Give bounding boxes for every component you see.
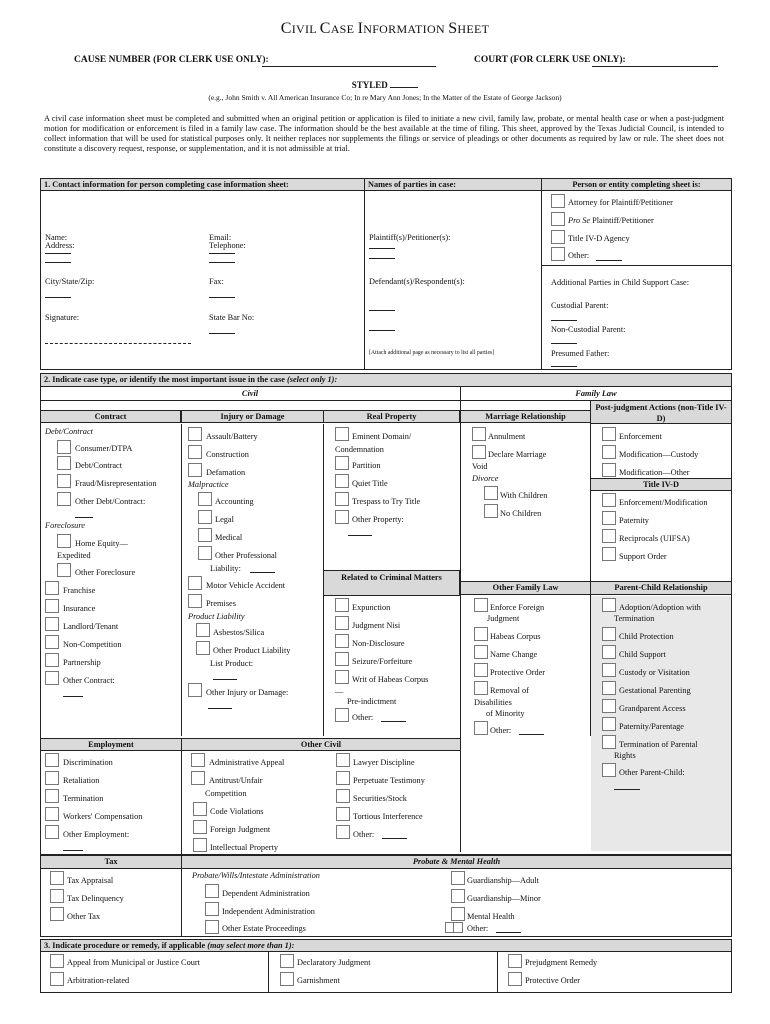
perpetuate-checkbox[interactable] <box>336 771 350 785</box>
child-support-label: Child Support <box>619 650 666 659</box>
securities-checkbox[interactable] <box>336 789 350 803</box>
other-injury-field[interactable] <box>208 708 232 709</box>
intro-paragraph: A civil case information sheet must be completed and submitted when an original petition or application is filed to initiate a new civil, family law, probate, or mental health case or when a post-judgment motion for modification or enforcement is filed in a family law case. The information should be the best available at the time of filing. This sheet, approved by the Texas Judicial Council, is intended to collect information that will be used for statistical purposes only. It neither replaces nor supplements the filings or service of pleadings or other documents as required by law or rule. The sheet does not constitute a discovery request, response, or supplementation, and it is not admissible at trial. <box>44 114 724 153</box>
removal-label: Removal of <box>490 686 529 695</box>
quiet-title-checkbox[interactable] <box>335 474 349 488</box>
other-parent-child-field[interactable] <box>614 789 640 790</box>
non-disclosure-checkbox[interactable] <box>335 634 349 648</box>
termination-emp-checkbox[interactable] <box>45 789 59 803</box>
removal-checkbox[interactable] <box>474 681 488 695</box>
other-probate-label: Other: <box>467 924 489 933</box>
franchise-checkbox[interactable] <box>45 581 59 595</box>
court-field[interactable] <box>592 66 718 67</box>
signature-field[interactable] <box>45 343 191 344</box>
other-person-field[interactable] <box>596 260 622 261</box>
declare-void-checkbox[interactable] <box>472 445 486 459</box>
medical-label: Medical <box>215 533 243 542</box>
seizure-label: Seizure/Forfeiture <box>352 657 413 666</box>
other-injury-label: Other Injury or Damage: <box>206 688 289 697</box>
eminent-domain-label: Eminent Domain/ <box>352 432 412 441</box>
other-family-header: Other Family Law <box>460 581 591 595</box>
tax-delinquency-checkbox[interactable] <box>50 889 64 903</box>
city-field[interactable] <box>45 297 71 298</box>
workers-comp-label: Workers' Compensation <box>63 812 143 821</box>
appeal-label: Appeal from Municipal or Justice Court <box>67 958 200 967</box>
section-2-header: 2. Indicate case type, or identify the most important issue in the case (select only 1): <box>40 373 732 387</box>
employment-header: Employment <box>40 738 182 751</box>
parent-child-header: Parent-Child Relationship <box>590 581 732 595</box>
accounting-label: Accounting <box>215 497 254 506</box>
person-completing-header: Person or entity completing sheet is: <box>541 178 732 191</box>
consumer-dtpa-checkbox[interactable] <box>57 440 71 454</box>
foreign-judgment-checkbox[interactable] <box>193 820 207 834</box>
lawyer-discipline-label: Lawyer Discipline <box>353 758 415 767</box>
judgment-label: Judgment <box>487 614 520 623</box>
adoption-label: Adoption/Adoption with <box>619 603 701 612</box>
other-family-checkbox[interactable] <box>474 721 488 735</box>
perpetuate-label: Perpetuate Testimony <box>353 776 425 785</box>
styled-example: (e.g., John Smith v. All American Insurance Co; In re Mary Ann Jones; In the Matter of the Estate of George Jackson) <box>208 93 562 102</box>
with-children-label: With Children <box>500 491 548 500</box>
other-civil-header: Other Civil <box>181 738 461 751</box>
motor-vehicle-checkbox[interactable] <box>188 576 202 590</box>
child-protection-checkbox[interactable] <box>602 627 616 641</box>
disabilities-label: Disabilities <box>474 698 512 707</box>
defendant-label: Defendant(s)/Respondent(s): <box>369 277 465 286</box>
partnership-label: Partnership <box>63 658 101 667</box>
other-criminal-field[interactable] <box>381 721 406 722</box>
mental-health-checkbox[interactable] <box>451 907 465 921</box>
defamation-label: Defamation <box>206 468 246 477</box>
other-professional-checkbox[interactable] <box>198 546 212 560</box>
other-debt-field[interactable] <box>75 517 93 518</box>
other-criminal-label: Other: <box>352 713 374 722</box>
child-support-checkbox[interactable] <box>602 645 616 659</box>
pre-indictment-label: Pre-indictment <box>347 697 397 706</box>
noncustodial-label: Non-Custodial Parent: <box>551 325 626 334</box>
trespass-label: Trespass to Try Title <box>352 497 421 506</box>
landlord-label: Landlord/Tenant <box>63 622 119 631</box>
asbestos-label: Asbestos/Silica <box>213 628 265 637</box>
medical-checkbox[interactable] <box>198 528 212 542</box>
custodial-field[interactable] <box>551 320 577 321</box>
construction-label: Construction <box>206 450 249 459</box>
reciprocals-checkbox[interactable] <box>602 529 616 543</box>
franchise-label: Franchise <box>63 586 96 595</box>
plaintiff-label: Plaintiff(s)/Petitioner(s): <box>369 233 451 242</box>
admin-appeal-checkbox[interactable] <box>191 753 205 767</box>
premises-label: Premises <box>206 599 236 608</box>
arbitration-label: Arbitration-related <box>67 976 130 985</box>
court-label: COURT (FOR CLERK USE ONLY): <box>474 55 626 65</box>
fax-field[interactable] <box>209 297 235 298</box>
mental-health-label: Mental Health <box>467 912 515 921</box>
construction-checkbox[interactable] <box>188 445 202 459</box>
plaintiff-field-2[interactable] <box>369 258 395 259</box>
paternity-label: Paternity <box>619 516 649 525</box>
no-children-label: No Children <box>500 509 542 518</box>
gestational-label: Gestational Parenting <box>619 686 691 695</box>
accounting-checkbox[interactable] <box>198 492 212 506</box>
termination-emp-label: Termination <box>63 794 104 803</box>
intellectual-property-label: Intellectual Property <box>210 843 278 852</box>
other-estate-label: Other Estate Proceedings <box>222 924 306 933</box>
list-product-label: List Product: <box>210 659 254 668</box>
presumed-father-label: Presumed Father: <box>551 349 610 358</box>
other-employment-checkbox[interactable] <box>45 825 59 839</box>
paternity-parentage-label: Paternity/Parentage <box>619 722 684 731</box>
guardianship-adult-label: Guardianship—Adult <box>467 876 539 885</box>
attach-note: [Attach additional page as necessary to list all parties] <box>369 350 495 356</box>
securities-label: Securities/Stock <box>353 794 407 803</box>
admin-appeal-label: Administrative Appeal <box>209 758 285 767</box>
attorney-checkbox[interactable] <box>551 194 565 208</box>
civil-heading: Civil <box>241 389 259 398</box>
fax-label: Fax: <box>209 277 224 286</box>
habeas-corpus-checkbox[interactable] <box>474 627 488 641</box>
non-competition-checkbox[interactable] <box>45 635 59 649</box>
name-change-label: Name Change <box>490 650 538 659</box>
partition-checkbox[interactable] <box>335 456 349 470</box>
styled-label: STYLED <box>0 80 770 91</box>
non-competition-label: Non-Competition <box>63 640 122 649</box>
declare-void-label: Declare Marriage <box>488 450 547 459</box>
paternity-parentage-checkbox[interactable] <box>602 717 616 731</box>
discrimination-checkbox[interactable] <box>45 753 59 767</box>
support-order-checkbox[interactable] <box>602 547 616 561</box>
partition-label: Partition <box>352 461 381 470</box>
name-field[interactable] <box>45 253 71 254</box>
code-violations-label: Code Violations <box>210 807 264 816</box>
enforcement-checkbox[interactable] <box>602 427 616 441</box>
dependent-admin-label: Dependent Administration <box>222 889 310 898</box>
prejudgment-label: Prejudgment Remedy <box>525 958 598 967</box>
insurance-checkbox[interactable] <box>45 599 59 613</box>
non-disclosure-label: Non-Disclosure <box>352 639 405 648</box>
tortious-checkbox[interactable] <box>336 807 350 821</box>
pro-se-checkbox[interactable] <box>551 212 565 226</box>
presumed-father-field[interactable] <box>551 366 577 367</box>
mod-custody-checkbox[interactable] <box>602 445 616 459</box>
declaratory-label: Declaratory Judgment <box>297 958 371 967</box>
other-tax-checkbox[interactable] <box>50 907 64 921</box>
protective-order-label: Protective Order <box>490 668 546 677</box>
legal-label: Legal <box>215 515 234 524</box>
list-product-field[interactable] <box>213 679 237 680</box>
malpractice-sub: Malpractice <box>188 480 229 489</box>
mod-other-checkbox[interactable] <box>602 463 616 477</box>
cause-number-field[interactable] <box>262 66 436 67</box>
probate-header: Probate & Mental Health <box>181 855 732 869</box>
noncustodial-field[interactable] <box>551 343 577 344</box>
other-product-label: Other Product Liability <box>213 646 291 655</box>
other-person-checkbox[interactable] <box>551 247 565 261</box>
protective-order-checkbox[interactable] <box>474 663 488 677</box>
expunction-checkbox[interactable] <box>335 598 349 612</box>
appeal-checkbox[interactable] <box>50 954 64 968</box>
liability-field[interactable] <box>250 572 275 573</box>
guardianship-minor-checkbox[interactable] <box>451 889 465 903</box>
gestational-checkbox[interactable] <box>602 681 616 695</box>
cause-number-label: CAUSE NUMBER (FOR CLERK USE ONLY): <box>74 55 269 65</box>
other-product-checkbox[interactable] <box>196 641 210 655</box>
other-civil-label: Other: <box>353 830 375 839</box>
enforce-foreign-checkbox[interactable] <box>474 598 488 612</box>
address-field[interactable] <box>45 262 71 263</box>
protective-remedy-checkbox[interactable] <box>508 972 522 986</box>
expedited-label: Expedited <box>57 551 91 560</box>
grandparent-checkbox[interactable] <box>602 699 616 713</box>
child-protection-label: Child Protection <box>619 632 674 641</box>
other-employment-field[interactable] <box>63 850 83 851</box>
contract-header: Contract <box>40 410 181 423</box>
plaintiff-field-1[interactable] <box>369 248 395 249</box>
other-civil-checkbox[interactable] <box>336 825 350 839</box>
grandparent-label: Grandparent Access <box>619 704 686 713</box>
marriage-header: Marriage Relationship <box>460 410 591 423</box>
other-contract-label: Other Contract: <box>63 676 115 685</box>
pro-se-label: Pro Se Plaintiff/Petitioner <box>568 216 654 225</box>
term-parental-label: Termination of Parental <box>619 740 698 749</box>
foreign-judgment-label: Foreign Judgment <box>210 825 271 834</box>
antitrust-label: Antitrust/Unfair <box>209 776 263 785</box>
assault-checkbox[interactable] <box>188 427 202 441</box>
void-label: Void <box>472 462 488 471</box>
paternity-checkbox[interactable] <box>602 511 616 525</box>
telephone-field[interactable] <box>209 262 235 263</box>
family-law-heading: Family Law <box>575 389 617 398</box>
adoption-checkbox[interactable] <box>602 598 616 612</box>
garnishment-checkbox[interactable] <box>280 972 294 986</box>
habeas-corpus-label: Habeas Corpus <box>490 632 541 641</box>
tortious-label: Tortious Interference <box>353 812 423 821</box>
debt-contract-sub: Debt/Contract <box>45 427 93 436</box>
other-property-field[interactable] <box>348 535 372 536</box>
other-contract-field[interactable] <box>63 696 83 697</box>
defendant-field-2[interactable] <box>369 330 395 331</box>
condemnation-label: Condemnation <box>335 445 384 454</box>
probate-wills-sub: Probate/Wills/Intestate Administration <box>192 871 320 880</box>
habeas-label: Writ of Habeas Corpus <box>352 675 429 684</box>
other-parent-child-checkbox[interactable] <box>602 763 616 777</box>
consumer-dtpa-label: Consumer/DTPA <box>75 444 133 453</box>
title-ivd-label: Title IV-D Agency <box>568 234 630 243</box>
other-injury-checkbox[interactable] <box>188 683 202 697</box>
signature-label: Signature: <box>45 313 80 322</box>
tax-appraisal-checkbox[interactable] <box>50 871 64 885</box>
defendant-field-1[interactable] <box>369 310 395 311</box>
code-violations-checkbox[interactable] <box>193 802 207 816</box>
annulment-label: Annulment <box>488 432 526 441</box>
partnership-checkbox[interactable] <box>45 653 59 667</box>
prejudgment-checkbox[interactable] <box>508 954 522 968</box>
other-probate-checkbox-b[interactable] <box>453 922 463 933</box>
support-order-label: Support Order <box>619 552 667 561</box>
mod-other-label: Modification—Other <box>619 468 690 477</box>
address-label: Address: <box>45 241 75 250</box>
other-person-label: Other: <box>568 251 590 260</box>
other-professional-label: Other Professional <box>215 551 277 560</box>
fraud-checkbox[interactable] <box>57 474 71 488</box>
other-foreclosure-label: Other Foreclosure <box>75 568 136 577</box>
workers-comp-checkbox[interactable] <box>45 807 59 821</box>
mod-custody-label: Modification—Custody <box>619 450 699 459</box>
form-title: CIVIL CASE INFORMATION SHEET <box>280 20 490 37</box>
garnishment-label: Garnishment <box>297 976 340 985</box>
other-criminal-checkbox[interactable] <box>335 708 349 722</box>
name-change-checkbox[interactable] <box>474 645 488 659</box>
real-property-header: Real Property <box>323 410 460 423</box>
habeas-checkbox[interactable] <box>335 670 349 684</box>
insurance-label: Insurance <box>63 604 96 613</box>
city-label: City/State/Zip: <box>45 277 95 286</box>
term-parental-checkbox[interactable] <box>602 735 616 749</box>
annulment-checkbox[interactable] <box>472 427 486 441</box>
pre-indictment-dash: — <box>335 687 344 696</box>
additional-parties-label: Additional Parties in Child Support Case: <box>551 278 690 287</box>
fraud-label: Fraud/Misrepresentation <box>75 479 157 488</box>
enf-mod-checkbox[interactable] <box>602 493 616 507</box>
tax-header: Tax <box>40 855 182 869</box>
declaratory-checkbox[interactable] <box>280 954 294 968</box>
independent-admin-label: Independent Administration <box>222 907 315 916</box>
independent-admin-checkbox[interactable] <box>205 902 219 916</box>
enf-mod-label: Enforcement/Modification <box>619 498 708 507</box>
custody-checkbox[interactable] <box>602 663 616 677</box>
tax-delinquency-label: Tax Delinquency <box>67 894 124 903</box>
defamation-checkbox[interactable] <box>188 463 202 477</box>
other-family-label: Other: <box>490 726 512 735</box>
other-employment-label: Other Employment: <box>63 830 130 839</box>
post-judgment-header: Post-judgment Actions (non-Title IV-D) <box>590 400 732 424</box>
premises-checkbox[interactable] <box>188 594 202 608</box>
email-label: Email: <box>209 233 232 242</box>
email-field[interactable] <box>209 253 235 254</box>
trespass-checkbox[interactable] <box>335 492 349 506</box>
enforce-foreign-label: Enforce Foreign <box>490 603 545 612</box>
with-children-checkbox[interactable] <box>484 486 498 500</box>
debt-contract-label: Debt/Contract <box>75 461 123 470</box>
title-ivd-checkbox[interactable] <box>551 230 565 244</box>
antitrust-checkbox[interactable] <box>191 771 205 785</box>
competition-label: Competition <box>205 789 247 798</box>
lawyer-discipline-checkbox[interactable] <box>336 753 350 767</box>
enforcement-label: Enforcement <box>619 432 662 441</box>
arbitration-checkbox[interactable] <box>50 972 64 986</box>
foreclosure-sub: Foreclosure <box>45 521 85 530</box>
title-ivd-header: Title IV-D <box>590 478 732 491</box>
discrimination-label: Discrimination <box>63 758 113 767</box>
other-debt-checkbox[interactable] <box>57 492 71 506</box>
custody-label: Custody or Visitation <box>619 668 690 677</box>
tax-appraisal-label: Tax Appraisal <box>67 876 114 885</box>
divorce-sub: Divorce <box>472 474 499 483</box>
other-probate-field[interactable] <box>496 932 521 933</box>
other-civil-field[interactable] <box>382 838 407 839</box>
product-liability-sub: Product Liability <box>188 612 245 621</box>
bar-number-label: State Bar No: <box>209 313 255 322</box>
other-debt-label: Other Debt/Contract: <box>75 497 146 506</box>
eminent-domain-checkbox[interactable] <box>335 427 349 441</box>
other-property-checkbox[interactable] <box>335 510 349 524</box>
judgment-nisi-checkbox[interactable] <box>335 616 349 630</box>
other-parent-child-label: Other Parent-Child: <box>619 768 685 777</box>
telephone-label: Telephone: <box>209 241 246 250</box>
termination-label: Termination <box>614 614 655 623</box>
motor-vehicle-label: Motor Vehicle Accident <box>206 581 286 590</box>
parties-header: Names of parties in case: <box>364 178 542 191</box>
intellectual-property-checkbox[interactable] <box>193 838 207 852</box>
dependent-admin-checkbox[interactable] <box>205 884 219 898</box>
criminal-header: Related to Criminal Matters <box>323 570 460 596</box>
no-children-checkbox[interactable] <box>484 504 498 518</box>
other-foreclosure-checkbox[interactable] <box>57 563 71 577</box>
seizure-checkbox[interactable] <box>335 652 349 666</box>
rights-label: Rights <box>614 751 636 760</box>
home-equity-label: Home Equity— <box>75 539 128 548</box>
quiet-title-label: Quiet Title <box>352 479 388 488</box>
guardianship-adult-checkbox[interactable] <box>451 871 465 885</box>
minority-label: of Minority <box>486 709 525 718</box>
other-estate-checkbox[interactable] <box>205 920 219 934</box>
assault-label: Assault/Battery <box>206 432 258 441</box>
landlord-checkbox[interactable] <box>45 617 59 631</box>
injury-header: Injury or Damage <box>181 410 324 423</box>
protective-remedy-label: Protective Order <box>525 976 581 985</box>
other-property-label: Other Property: <box>352 515 404 524</box>
expunction-label: Expunction <box>352 603 391 612</box>
reciprocals-label: Reciprocals (UIFSA) <box>619 534 690 543</box>
other-family-field[interactable] <box>519 734 544 735</box>
liability-label: Liability: <box>210 564 241 573</box>
legal-checkbox[interactable] <box>198 510 212 524</box>
debt-contract-checkbox[interactable] <box>57 456 71 470</box>
guardianship-minor-label: Guardianship—Minor <box>467 894 541 903</box>
section-1-header: 1. Contact information for person completing case information sheet: <box>40 178 365 191</box>
retaliation-checkbox[interactable] <box>45 771 59 785</box>
retaliation-label: Retaliation <box>63 776 100 785</box>
attorney-label: Attorney for Plaintiff/Petitioner <box>568 198 673 207</box>
home-equity-checkbox[interactable] <box>57 534 71 548</box>
other-tax-label: Other Tax <box>67 912 101 921</box>
name-label: Name: <box>45 233 68 242</box>
section-3-header: 3. Indicate procedure or remedy, if applicable (may select more than 1): <box>40 939 732 952</box>
asbestos-checkbox[interactable] <box>196 623 210 637</box>
bar-number-field[interactable] <box>209 333 235 334</box>
judgment-nisi-label: Judgment Nisi <box>352 621 401 630</box>
other-contract-checkbox[interactable] <box>45 671 59 685</box>
custodial-label: Custodial Parent: <box>551 301 609 310</box>
